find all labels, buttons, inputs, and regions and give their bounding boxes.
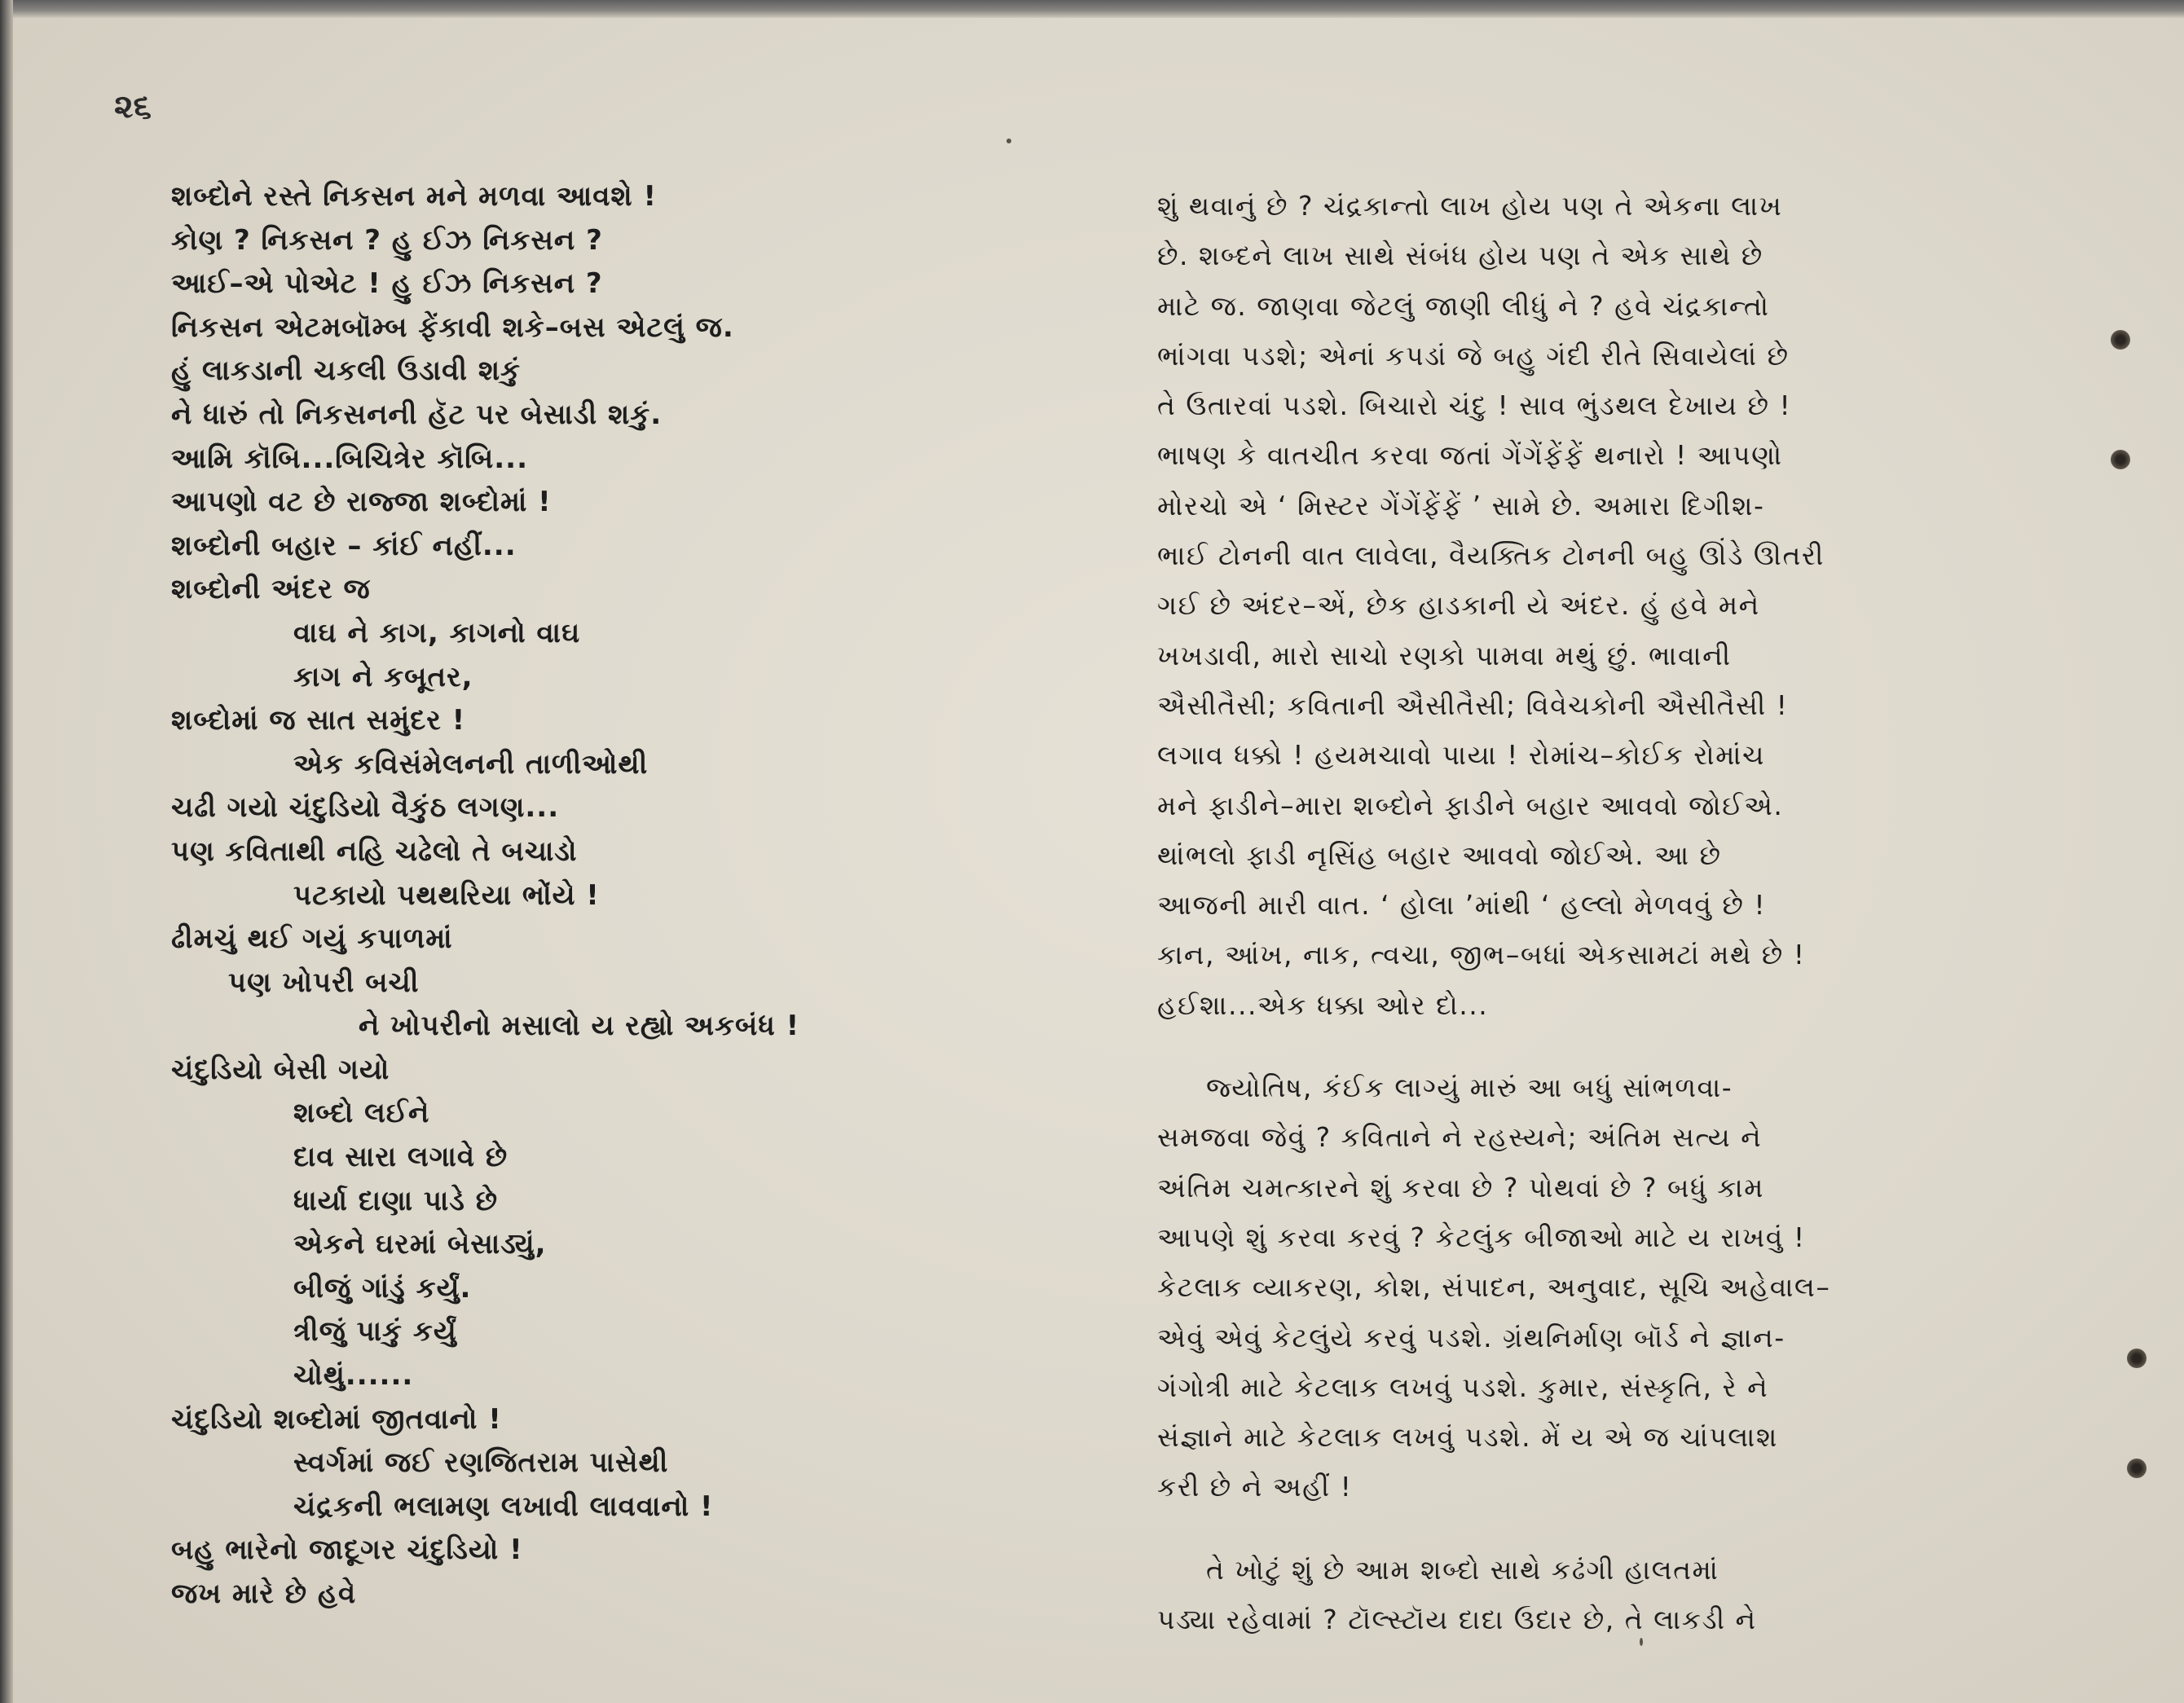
prose-line: પડ્યા રહેવામાં ? ટૉલ્સ્ટૉય દાદા ઉદાર છે, તે લાકડી ને [1157,1604,1757,1636]
prose-line: ભાષણ કે વાતચીત કરવા જતાં ગેંગેંફેંફેં થનારો ! આપણો [1157,439,1783,472]
prose-line: ઐસીતૈસી; કવિતાની ઐસીતૈસી; વિવેચકોની ઐસીતૈસી ! [1157,689,1789,721]
prose-line: સંજ્ઞાને માટે કેટલાક લખવું પડશે. મેં ય એ જ ચાંપલાશ [1157,1421,1778,1454]
prose-line: કેટલાક વ્યાકરણ, કોશ, સંપાદન, અનુવાદ, સૂચિ અહેવાલ– [1157,1271,1831,1304]
poem-line: બહુ ભારેનો જાદૂગર ચંદુડિયો ! [171,1534,523,1567]
prose-line: થાંભલો ફાડી નૃસિંહ બહાર આવવો જોઈએ. આ છે [1157,838,1722,871]
poem-line: આમિ કૉબિ...બિચિત્રેર કૉબિ... [171,442,528,475]
prose-line: મોરચો એ ‘ મિસ્ટર ગેંગેંફેંફેં ’ સામે છે. અમારા દિગીશ- [1157,489,1765,521]
prose-column [1157,181,1940,1644]
binding-hole [2111,330,2130,350]
prose-line: આજની મારી વાત. ‘ હોલા ’માંથી ‘ હલ્લો મેળવવું છે ! [1157,889,1767,922]
poem-line: બીજું ગાંડું કર્યું. [293,1271,472,1305]
prose-line: છે. શબ્દને લાખ સાથે સંબંધ હોય પણ તે એક સાથે છે [1157,240,1763,272]
poem-line: પણ કવિતાથી નહિ ચઢેલો તે બચાડો [171,834,578,868]
paragraph-gap [1157,1030,1940,1063]
prose-line: ભાંગવા પડશે; એનાં કપડાં જે બહુ ગંદી રીતે સિવાયેલાં છે [1157,339,1790,372]
prose-line: જ્યોતિષ, કંઈક લાગ્યું મારું આ બધું સાંભળવા- [1206,1072,1733,1104]
prose-line: ગંગોત્રી માટે કેટલાક લખવું પડશે. કુમાર, સંસ્કૃતિ, રે ને [1157,1371,1769,1403]
poem-line: વાઘ ને કાગ, કાગનો વાઘ [293,616,581,649]
poem-line: સ્વર્ગમાં જઈ રણજિતરામ પાસેથી [293,1446,669,1480]
prose-line: આપણે શું કરવા કરવું ? કેટલુંક બીજાઓ માટે ય રાખવું ! [1157,1221,1806,1253]
poem-line: નિકસન એટમબૉમ્બ ફેંકાવી શકે–બસ એટલું જ. [171,310,734,344]
paper-speck [1006,139,1011,143]
poem-line: ને ખોપરીનો મસાલો ય રહ્યો અકબંધ ! [359,1010,800,1043]
poem-line: પટકાયો પથથરિયા ભોંયે ! [293,878,600,912]
paper-speck [1640,1638,1643,1646]
prose-line: ગઈ છે અંદર–એં, છેક હાડકાની યે અંદર. હું હવે મને [1157,589,1760,622]
poem-line: શબ્દોની બહાર – કાંઈ નહીં... [171,529,517,562]
prose-line: લગાવ ધક્કો ! હયમચાવો પાયા ! રોમાંચ–કોઈક રોમાંચ [1157,739,1765,772]
poem-line: એક કવિસંમેલનની તાળીઓથી [293,747,649,781]
poem-line: ઢીમચું થઈ ગયું કપાળમાં [171,922,453,956]
poem-line: પણ ખોપરી બચી [228,966,420,999]
prose-line: મને ફાડીને–મારા શબ્દોને ફાડીને બહાર આવવો જોઈએ. [1157,789,1784,821]
prose-line: અંતિમ ચમત્કારને શું કરવા છે ? પોથવાં છે ? બધું કામ [1157,1171,1764,1204]
prose-line: સમજવા જેવું ? કવિતાને ને રહસ્યને; અંતિમ સત્ય ને [1157,1121,1763,1154]
prose-line: તે ખોટું શું છે આમ શબ્દો સાથે કઢંગી હાલતમાં [1206,1553,1719,1586]
poem-line: ત્રીજું પાકું કર્યું [293,1315,457,1349]
binding-hole [2111,450,2130,469]
prose-line: માટે જ. જાણવા જેટલું જાણી લીધું ને ? હવે ચંદ્રકાન્તો [1157,289,1770,322]
prose-line: કાન, આંખ, નાક, ત્વચા, જીભ–બધાં એકસામટાં મથે છે ! [1157,939,1806,971]
poem-line: જખ મારે છે હવે [171,1578,357,1610]
poem-line: શબ્દોને રસ્તે નિકસન મને મળવા આવશે ! [171,180,657,213]
page-top-edge [0,0,2184,18]
poem-line: ચઢી ગયો ચંદુડિયો વૈકુંઠ લગણ... [171,791,560,825]
poem-line: દાવ સારા લગાવે છે [293,1141,509,1174]
page-left-edge [0,0,13,1703]
binding-hole [2127,1349,2147,1368]
poem-column [171,175,986,1617]
prose-line: ખખડાવી, મારો સાચો રણકો પામવા મથું છું. ભાવાની [1157,639,1732,671]
poem-line: ચંદુડિયો બેસી ગયો [171,1053,390,1086]
poem-line: શબ્દોમાં જ સાત સમુંદર ! [171,704,466,737]
prose-line: કરી છે ને અહીં ! [1157,1471,1353,1503]
poem-line: એકને ઘરમાં બેસાડ્યું, [293,1228,547,1261]
poem-line: ચંદ્રકની ભલામણ લખાવી લાવવાનો ! [293,1490,714,1523]
binding-hole [2127,1459,2147,1478]
prose-line: તે ઉતારવાં પડશે. બિચારો ચંદુ ! સાવ ભુંડથલ દેખાય છે ! [1157,389,1792,422]
poem-line: ને ધારું તો નિકસનની હૅટ પર બેસાડી શકું. [171,398,663,431]
poem-line: ચંદુડિયો શબ્દોમાં જીતવાનો ! [171,1402,502,1436]
poem-line: શબ્દોની અંદર જ [171,573,371,606]
poem-line: શબ્દો લઈને [293,1097,430,1130]
prose-line: હઈશા...એક ધક્કા ઓર દો... [1157,988,1489,1021]
prose-line: ભાઈ ટોનની વાત લાવેલા, વૈયક્તિક ટોનની બહુ ઊંડે ઊતરી [1157,539,1825,572]
prose-line: એવું એવું કેટલુંયે કરવું પડશે. ગ્રંથનિર્માણ બૉર્ડ ને જ્ઞાન- [1157,1321,1786,1353]
page-number: ૨૬ [114,88,152,125]
poem-line: હું લાકડાની ચકલી ઉડાવી શકું [171,354,522,388]
poem-line: આપણો વટ છે રાજ્જા શબ્દોમાં ! [171,486,552,519]
poem-line: ચોથું...... [293,1359,414,1393]
prose-line: શું થવાનું છે ? ચંદ્રકાન્તો લાખ હોય પણ તે એકના લાખ [1157,190,1783,222]
poem-line: ધાર્યા દાણા પાડે છે [293,1184,499,1217]
paragraph-gap [1157,1512,1940,1545]
poem-line: કાગ ને કબૂતર, [293,660,473,693]
poem-line: કોણ ? નિકસન ? હુ ઈઝ નિકસન ? [171,223,603,257]
poem-line: આઈ–એ પોએટ ! હુ ઈઝ નિકસન ? [171,267,603,301]
